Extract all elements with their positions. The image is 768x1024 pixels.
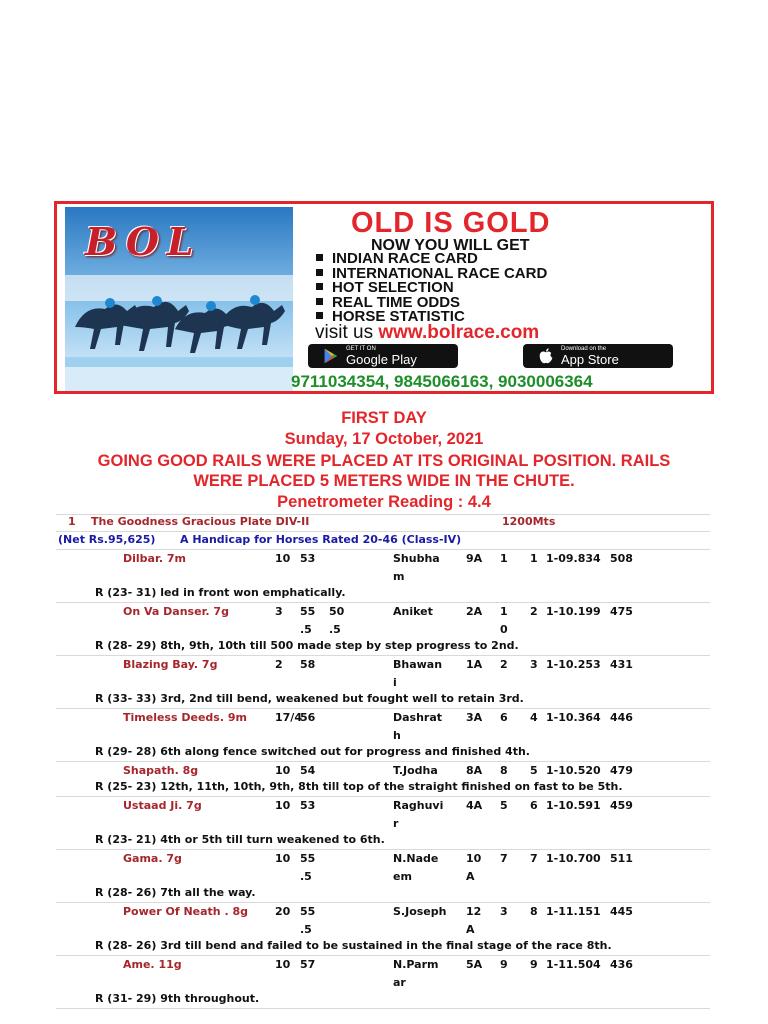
race-number: 1 <box>68 515 76 528</box>
race-conditions: A Handicap for Horses Rated 20-46 (Class-IV) <box>180 533 462 546</box>
finish-place: 9 <box>530 958 538 971</box>
jockey-name: N.Parm <box>393 958 439 971</box>
race-remark: R (33- 33) 3rd, 2nd till bend, weakened but fought well to retain 3rd. <box>95 692 524 705</box>
jockey-name: r <box>393 817 399 830</box>
finish-time: 1-11.151 <box>546 905 601 918</box>
race-remark: R (23- 21) 4th or 5th till turn weakened to 6th. <box>95 833 385 846</box>
banner-subhead: NOW YOU WILL GET <box>371 237 530 254</box>
finish-time: 1-10.591 <box>546 799 601 812</box>
contact-phones: 9711034354, 9845066163, 9030006364 <box>291 372 593 391</box>
feature-item: INDIAN RACE CARD <box>316 252 547 267</box>
horse-number: 5 <box>500 799 508 812</box>
finish-place: 3 <box>530 658 538 671</box>
odds: 17/4 <box>275 711 302 724</box>
horse-name: Power Of Neath . 8g <box>123 905 249 918</box>
race-net-stake: (Net Rs.95,625) <box>58 533 156 546</box>
jockey-name: ar <box>393 976 406 989</box>
horse-number: 3 <box>500 905 508 918</box>
draw: 3A <box>466 711 483 724</box>
finish-place: 2 <box>530 605 538 618</box>
date-title: Sunday, 17 October, 2021 <box>284 430 484 448</box>
jockey-name: Dashrat <box>393 711 443 724</box>
draw: 4A <box>466 799 483 812</box>
draw: 10 <box>466 852 482 865</box>
weight: 55 <box>300 605 316 618</box>
rating: 475 <box>610 605 633 618</box>
race-remark: R (23- 31) led in front won emphatically. <box>95 586 346 599</box>
weight: 55 <box>300 852 316 865</box>
horse-number: 7 <box>500 852 508 865</box>
jockey-name: Aniket <box>393 605 433 618</box>
horse-number: 9 <box>500 958 508 971</box>
divider <box>56 1008 710 1009</box>
horse-name: Timeless Deeds. 9m <box>123 711 247 724</box>
weight: .5 <box>300 923 312 936</box>
bullet-square-icon <box>316 283 323 290</box>
feature-item: INTERNATIONAL RACE CARD <box>316 267 547 282</box>
odds: 3 <box>275 605 283 618</box>
horse-number: 1 <box>500 605 508 618</box>
draw: 9A <box>466 552 483 565</box>
horse-name: Ustaad Ji. 7g <box>123 799 202 812</box>
odds: 10 <box>275 764 291 777</box>
weight: 57 <box>300 958 316 971</box>
odds: 2 <box>275 658 283 671</box>
finish-time: 1-10.520 <box>546 764 601 777</box>
jockey-name: i <box>393 676 397 689</box>
weight-allowance: 50 <box>329 605 345 618</box>
finish-time: 1-10.253 <box>546 658 601 671</box>
feature-item: HORSE STATISTIC <box>316 310 547 325</box>
jockey-name: em <box>393 870 412 883</box>
draw: 1A <box>466 658 483 671</box>
banner-headline: OLD IS GOLD <box>351 207 551 239</box>
going-text: GOING GOOD RAILS WERE PLACED AT ITS ORIGINAL POSITION. RAILS <box>97 452 671 470</box>
jockey-name: S.Joseph <box>393 905 447 918</box>
weight: 54 <box>300 764 316 777</box>
racing-horses-image <box>65 207 293 391</box>
rating: 431 <box>610 658 633 671</box>
horse-number: 8 <box>500 764 508 777</box>
google-play-icon <box>322 347 340 365</box>
app-store-button[interactable]: Download on the App Store <box>523 344 673 368</box>
odds: 20 <box>275 905 291 918</box>
horse-name: Shapath. 8g <box>123 764 199 777</box>
weight: 53 <box>300 552 316 565</box>
weight: 56 <box>300 711 316 724</box>
going-text-2: WERE PLACED 5 METERS WIDE IN THE CHUTE. <box>193 472 575 490</box>
rating: 459 <box>610 799 633 812</box>
race-name: The Goodness Gracious Plate DIV-II <box>91 515 310 528</box>
finish-place: 5 <box>530 764 538 777</box>
apple-icon <box>537 347 555 365</box>
weight: .5 <box>300 623 312 636</box>
weight: 58 <box>300 658 316 671</box>
finish-place: 8 <box>530 905 538 918</box>
banner-text-area <box>291 204 711 391</box>
horse-name: Dilbar. 7m <box>123 552 186 565</box>
horse-number: 6 <box>500 711 508 724</box>
odds: 10 <box>275 552 291 565</box>
horse-name: Gama. 7g <box>123 852 182 865</box>
finish-time: 1-10.700 <box>546 852 601 865</box>
horse-number: 1 <box>500 552 508 565</box>
feature-item: REAL TIME ODDS <box>316 296 547 311</box>
bol-logo: BOL <box>85 219 202 264</box>
penetrometer-reading: Penetrometer Reading : 4.4 <box>277 493 491 511</box>
race-remark: R (29- 28) 6th along fence switched out for progress and finished 4th. <box>95 745 530 758</box>
draw: 8A <box>466 764 483 777</box>
weight: .5 <box>300 870 312 883</box>
feature-item: HOT SELECTION <box>316 281 547 296</box>
feature-list <box>316 252 547 325</box>
rating: 436 <box>610 958 633 971</box>
horse-name: Blazing Bay. 7g <box>123 658 218 671</box>
jockey-name: m <box>393 570 405 583</box>
weight: 53 <box>300 799 316 812</box>
jockey-name: N.Nade <box>393 852 439 865</box>
weight: 55 <box>300 905 316 918</box>
odds: 10 <box>275 799 291 812</box>
race-remark: R (25- 23) 12th, 11th, 10th, 9th, 8th till top of the straight finished on fast to be 5th. <box>95 780 623 793</box>
rating: 446 <box>610 711 633 724</box>
horse-number: 0 <box>500 623 508 636</box>
rating: 479 <box>610 764 633 777</box>
weight-allowance: .5 <box>329 623 341 636</box>
finish-place: 6 <box>530 799 538 812</box>
odds: 10 <box>275 958 291 971</box>
finish-time: 1-10.199 <box>546 605 601 618</box>
bullet-square-icon <box>316 269 323 276</box>
finish-place: 7 <box>530 852 538 865</box>
website-link[interactable]: www.bolrace.com <box>378 322 540 343</box>
bullet-square-icon <box>316 254 323 261</box>
horse-name: On Va Danser. 7g <box>123 605 229 618</box>
finish-time: 1-10.364 <box>546 711 601 724</box>
jockey-name: Raghuvi <box>393 799 444 812</box>
odds: 10 <box>275 852 291 865</box>
jockey-name: T.Jodha <box>393 764 438 777</box>
rating: 511 <box>610 852 633 865</box>
visit-line: visit us www.bolrace.com <box>315 322 540 343</box>
race-remark: R (28- 29) 8th, 9th, 10th till 500 made step by step progress to 2nd. <box>95 639 519 652</box>
horse-name: Ame. 11g <box>123 958 182 971</box>
google-play-button[interactable]: GET IT ON Google Play <box>308 344 458 368</box>
race-remark: R (28- 26) 3rd till bend and failed to be sustained in the final stage of the race 8th. <box>95 939 612 952</box>
bullet-square-icon <box>316 312 323 319</box>
draw: 12 <box>466 905 482 918</box>
draw: 2A <box>466 605 483 618</box>
rating: 445 <box>610 905 633 918</box>
race-distance: 1200Mts <box>502 515 556 528</box>
finish-time: 1-09.834 <box>546 552 601 565</box>
horse-number: 2 <box>500 658 508 671</box>
race-remark: R (28- 26) 7th all the way. <box>95 886 256 899</box>
race-remark: R (31- 29) 9th throughout. <box>95 992 260 1005</box>
jockey-name: Shubha <box>393 552 440 565</box>
jockey-name: Bhawan <box>393 658 443 671</box>
bullet-square-icon <box>316 298 323 305</box>
day-title: FIRST DAY <box>341 409 427 427</box>
draw: 5A <box>466 958 483 971</box>
jockey-name: h <box>393 729 401 742</box>
advertisement-banner[interactable] <box>54 201 714 394</box>
draw: A <box>466 923 475 936</box>
finish-place: 4 <box>530 711 538 724</box>
finish-place: 1 <box>530 552 538 565</box>
draw: A <box>466 870 475 883</box>
finish-time: 1-11.504 <box>546 958 601 971</box>
rating: 508 <box>610 552 633 565</box>
